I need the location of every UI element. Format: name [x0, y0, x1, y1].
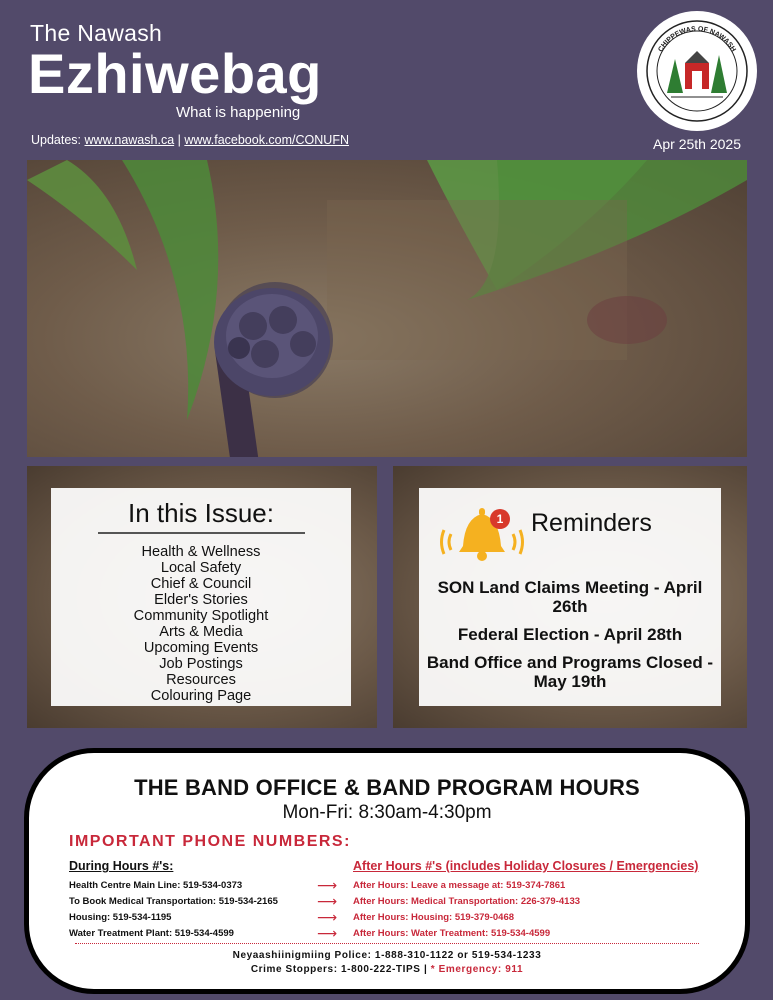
list-item: Elder's Stories — [154, 592, 248, 608]
bell-notification-icon — [439, 496, 525, 566]
phone-numbers-heading: IMPORTANT PHONE NUMBERS: — [69, 833, 351, 850]
crime-stoppers-line — [29, 963, 745, 977]
list-item: Community Spotlight — [133, 608, 269, 624]
list-item: Local Safety — [160, 560, 242, 576]
phone-row: Water Treatment Plant: 519-534-4599 — [69, 928, 234, 939]
list-item: Arts & Media — [159, 624, 243, 640]
hours-title: THE BAND OFFICE & BAND PROGRAM HOURS — [134, 775, 640, 800]
list-item: Resources — [166, 672, 236, 688]
during-hours-column — [69, 859, 329, 942]
right-arrow-icon: ⟶ — [317, 893, 338, 909]
updates-label: Updates: — [31, 133, 82, 147]
phone-row: Health Centre Main Line: 519-534-0373 — [69, 880, 243, 891]
reminders-list — [419, 578, 721, 700]
title-underline — [98, 532, 305, 534]
right-arrow-icon: ⟶ — [317, 877, 338, 893]
seal-arc-text: CHIPPEWAS OF NAWASH — [657, 25, 737, 54]
after-hours-column — [353, 859, 733, 942]
chippewas-of-nawash-seal — [637, 11, 757, 131]
cover-photo-trillium-bud — [27, 160, 747, 457]
phone-row: Housing: 519-534-1195 — [69, 912, 172, 923]
phone-row: After Hours: Medical Transportation: 226-379-4133 — [353, 896, 581, 907]
facebook-link[interactable]: www.facebook.com/CONUFN — [184, 133, 349, 147]
list-item: Upcoming Events — [143, 640, 259, 656]
reminder-item: SON Land Claims Meeting - April 26th — [437, 578, 703, 616]
right-arrow-icon: ⟶ — [317, 909, 338, 925]
in-this-issue-card — [51, 488, 351, 706]
police-number: Neyaashiinigmiing Police: 1-888-310-1122 or 519-534-1233 — [232, 950, 542, 961]
newsletter-tagline: What is happening — [176, 104, 301, 121]
emergency-contacts — [29, 949, 745, 977]
in-this-issue-title: In this Issue: — [128, 498, 274, 528]
phone-row: After Hours: Housing: 519-379-0468 — [353, 912, 515, 923]
hours-schedule: Mon-Fri: 8:30am-4:30pm — [282, 802, 492, 823]
list-item: Colouring Page — [150, 688, 252, 704]
phone-row: After Hours: Leave a message at: 519-374-7861 — [353, 880, 566, 891]
reminders-card — [419, 488, 721, 706]
reminder-item: Band Office and Programs Closed - May 19th — [426, 653, 714, 691]
newsletter-title: Ezhiwebag — [28, 42, 322, 105]
issue-date: Apr 25th 2025 — [653, 136, 741, 152]
band-office-hours-box — [24, 748, 750, 994]
during-hours-heading: During Hours #'s: — [69, 859, 174, 873]
phone-row: After Hours: Water Treatment: 519-534-4599 — [353, 928, 551, 939]
reminders-panel — [393, 466, 747, 728]
emergency-number: * Emergency: 911 — [430, 964, 524, 975]
link-separator: | — [177, 133, 181, 147]
website-link[interactable]: www.nawash.ca — [84, 133, 175, 147]
list-item: Health & Wellness — [141, 544, 261, 560]
crime-stoppers-number: Crime Stoppers: 1-800-222-TIPS — [250, 964, 421, 975]
dotted-divider — [75, 943, 699, 944]
notification-badge-count: 1 — [496, 512, 504, 526]
after-hours-heading: After Hours #'s (includes Holiday Closures / Emergencies) — [353, 859, 699, 873]
arrow-column — [317, 877, 347, 941]
issue-contents-list — [51, 544, 351, 704]
newsletter-publisher: The Nawash — [30, 20, 163, 46]
updates-line — [31, 133, 349, 147]
in-this-issue-panel — [27, 466, 377, 728]
phone-row: To Book Medical Transportation: 519-534-2165 — [69, 896, 278, 907]
reminders-title: Reminders — [531, 509, 652, 537]
reminder-item: Federal Election - April 28th — [457, 625, 683, 644]
list-item: Chief & Council — [150, 576, 252, 592]
right-arrow-icon: ⟶ — [317, 925, 338, 941]
list-item: Job Postings — [159, 656, 243, 672]
pipe-separator: | — [423, 964, 428, 975]
